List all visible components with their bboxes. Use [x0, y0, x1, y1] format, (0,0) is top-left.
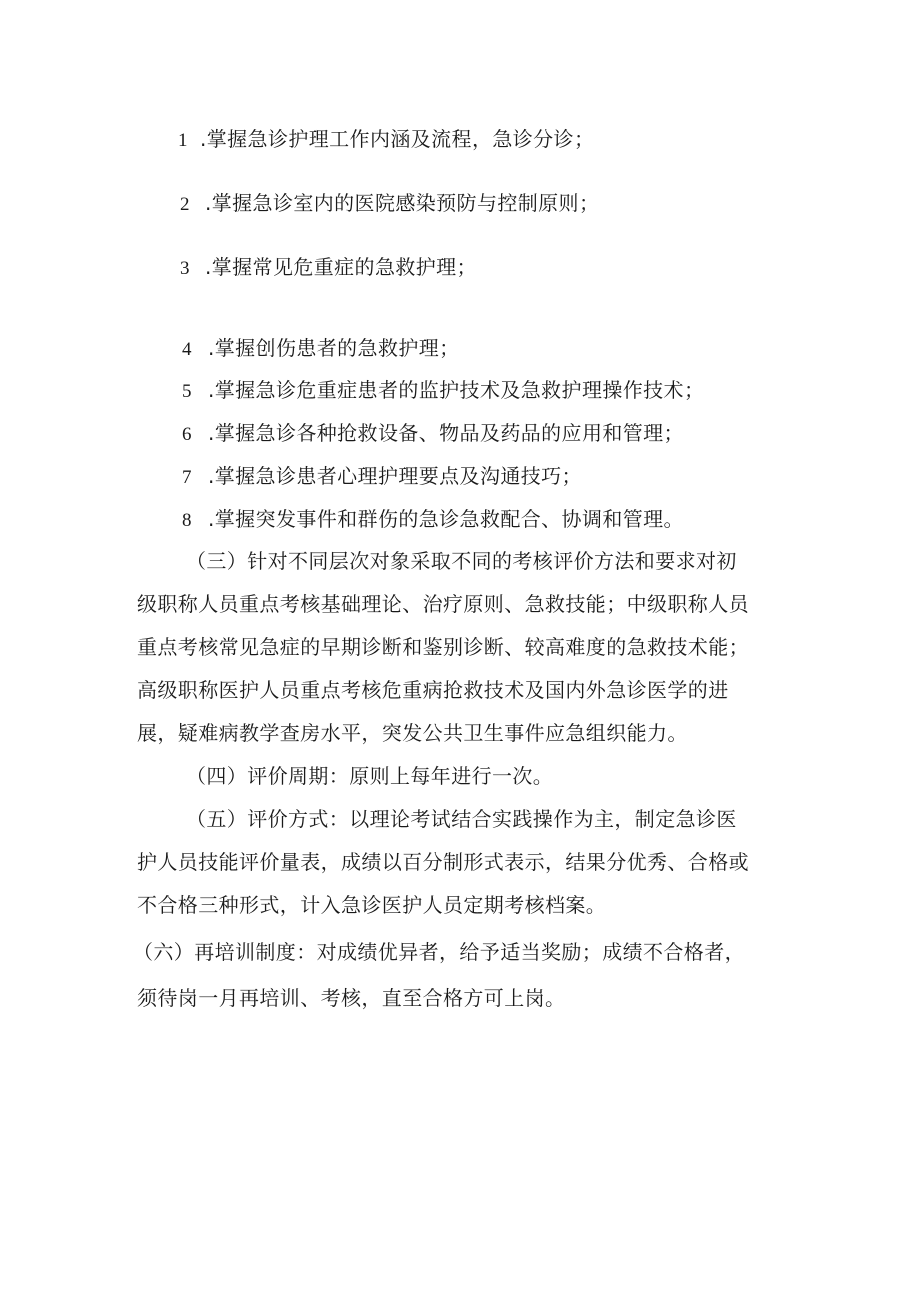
- list-item-number: 1: [178, 130, 188, 151]
- section-wu-line: 不合格三种形式，计入急诊医护人员定期考核档案。: [137, 893, 607, 917]
- list-item-number: 5: [182, 381, 192, 402]
- section-san-line: 高级职称医护人员重点考核危重病抢救技术及国内外急诊医学的进: [137, 678, 729, 702]
- section-san-line: 级职称人员重点考核基础理论、治疗原则、急救技能；中级职称人员: [137, 592, 749, 616]
- section-wu-line: 护人员技能评价量表，成绩以百分制形式表示，结果分优秀、合格或: [137, 850, 749, 874]
- list-item-text: .掌握常见危重症的急救护理；: [205, 255, 477, 279]
- list-item: [180, 253, 477, 283]
- list-item-text: .掌握突发事件和群伤的急诊急救配合、协调和管理。: [208, 507, 684, 531]
- list-item-text: .掌握急诊患者心理护理要点及沟通技巧；: [208, 464, 582, 488]
- section-san-line: 展，疑难病教学查房水平，突发公共卫生事件应急组织能力。: [137, 721, 688, 745]
- list-item-text: .掌握急诊各种抢救设备、物品及药品的应用和管理；: [208, 421, 684, 445]
- list-item-text: .掌握急诊室内的医院感染预防与控制原则；: [205, 191, 600, 215]
- list-item-number: 3: [180, 258, 190, 279]
- list-item: [182, 334, 460, 364]
- list-item-text: .掌握创伤患者的急救护理；: [208, 336, 460, 360]
- list-item-number: 6: [182, 424, 192, 445]
- section-liu-line: 须待岗一月再培训、考核，直至合格方可上岗。: [137, 986, 566, 1010]
- list-item-number: 7: [182, 467, 192, 488]
- section-san-line: （三）针对不同层次对象采取不同的考核评价方法和要求对初: [186, 549, 737, 573]
- list-item-text: .掌握急诊危重症患者的监护技术及急救护理操作技术；: [208, 378, 705, 402]
- list-item: [180, 189, 599, 219]
- list-item-number: 4: [182, 339, 192, 360]
- section-si-line: （四）评价周期：原则上每年进行一次。: [186, 764, 554, 788]
- section-liu-line: （六）再培训制度：对成绩优异者，给予适当奖励；成绩不合格者，: [133, 940, 745, 964]
- list-item: [182, 376, 704, 406]
- section-wu-line: （五）评价方式：以理论考试结合实践操作为主，制定急诊医: [186, 807, 737, 831]
- list-item-number: 2: [180, 194, 190, 215]
- list-item: [178, 125, 594, 155]
- list-item: [182, 462, 582, 492]
- list-item: [182, 419, 684, 449]
- section-san-line: 重点考核常见急症的早期诊断和鉴别诊断、较高难度的急救技术能；: [137, 635, 749, 659]
- list-item-text: .掌握急诊护理工作内涵及流程，急诊分诊；: [200, 127, 595, 151]
- list-item-number: 8: [182, 510, 192, 531]
- list-item: [182, 505, 684, 535]
